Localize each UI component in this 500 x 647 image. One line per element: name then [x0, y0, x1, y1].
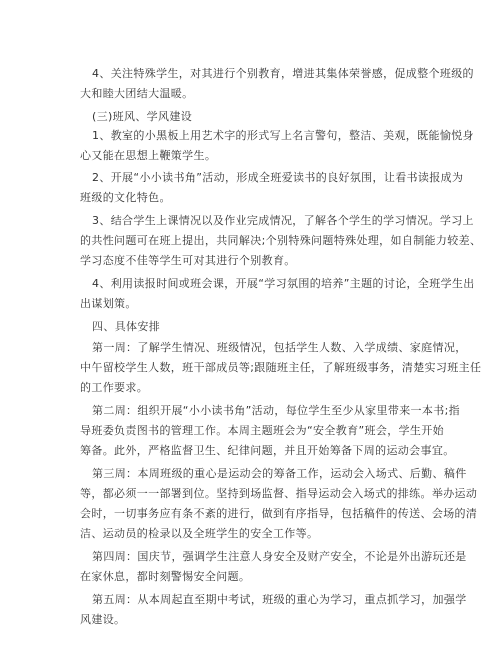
paragraph-line: 4、关注特殊学生，对其进行个别教育，增进其集体荣誉感，促成整个班级的	[92, 67, 474, 80]
section-heading: 四、具体安排	[92, 320, 161, 333]
paragraph-line: 第二周：组织开展“小小读书角”活动，每位学生至少从家里带来一本书;指	[92, 404, 461, 417]
paragraph-line: 出谋划策。	[80, 297, 137, 310]
paragraph-line: 第三周：本周班级的重心是运动会的筹备工作，运动会入场式、后勤、稿件	[92, 467, 467, 480]
paragraph-line: 洁、运动员的检录以及全班学生的安全工作等。	[80, 527, 319, 540]
paragraph-line: 第四周：国庆节，强调学生注意人身安全及财产安全，不论是外出游玩还是	[92, 550, 467, 563]
paragraph-line: 学习态度不佳等学生可对其进行个别教育。	[80, 254, 296, 267]
paragraph-line: 的共性问题可在班上提出，共同解决;个别特殊问题特殊处理，如自制能力较差、	[80, 234, 482, 247]
paragraph-line: 班级的文化特色。	[80, 191, 171, 204]
paragraph-line: 会时，一切事务应有条不紊的进行，做到有序指导，包括稿件的传送、会场的清	[80, 507, 478, 520]
paragraph-line: 的工作要求。	[80, 381, 149, 394]
paragraph-line: 心又能在思想上鞭策学生。	[80, 149, 217, 162]
paragraph-line: 中午留校学生人数，班干部成员等;跟随班主任，了解班级事务，清楚实习班主任	[80, 361, 482, 374]
section-heading: (三)班风、学风建设	[92, 110, 193, 123]
paragraph-line: 等，都必须一一部署到位。坚持到场监督、指导运动会入场式的排练。举办运动	[80, 487, 478, 500]
paragraph-line: 第五周：从本周起直至期中考试，班级的重心为学习，重点抓学习，加强学	[92, 593, 467, 606]
paragraph-line: 第一周：了解学生情况、班级情况，包括学生人数、入学成绩、家庭情况，	[92, 341, 467, 354]
paragraph-line: 筹备。此外，严格监督卫生、纪律问题，并且开始筹备下周的运动会事宜。	[80, 444, 455, 457]
paragraph-line: 1、教室的小黑板上用艺术字的形式写上名言警句，整洁、美观，既能愉悦身	[92, 129, 474, 142]
paragraph-line: 风建设。	[80, 613, 126, 626]
paragraph-line: 导班委负责图书的管理工作。本周主题班会为“安全教育”班会，学生开始	[80, 424, 444, 437]
paragraph-line: 在家休息，都时刻警惕安全问题。	[80, 570, 251, 583]
paragraph-line: 2、开展“小小读书角”活动，形成全班爱读书的良好氛围，让看书读报成为	[92, 171, 464, 184]
paragraph-line: 3、结合学生上课情况以及作业完成情况，了解各个学生的学习情况。学习上	[92, 214, 474, 227]
paragraph-line: 大和睦大团结大温暖。	[80, 87, 194, 100]
paragraph-line: 4、利用读报时间或班会课，开展“学习氛围的培养”主题的讨论，全班学生出	[92, 277, 475, 290]
